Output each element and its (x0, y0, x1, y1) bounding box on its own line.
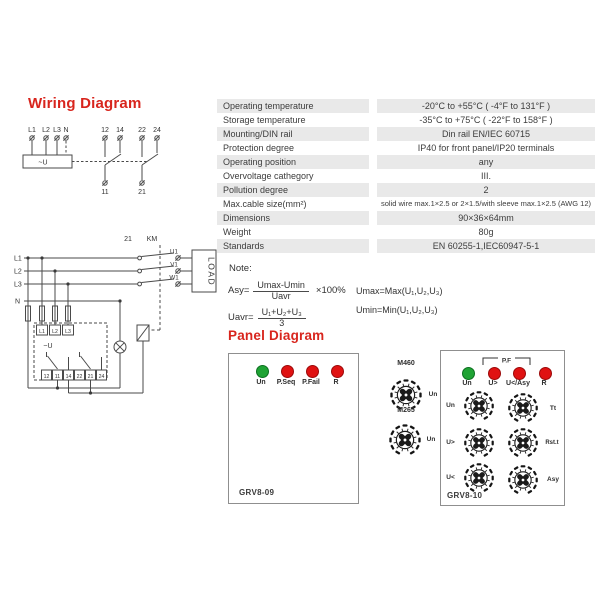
terminal-label: L1 (28, 127, 36, 134)
contact-blade (105, 154, 121, 165)
contactor-label: KM (146, 236, 158, 243)
rotary-dial-overvoltage (462, 426, 496, 460)
led-undervoltage-asy (513, 367, 526, 380)
uavr-numerator: U₁+U₂+U₃ (258, 307, 306, 319)
led-label: P.Seq (276, 379, 296, 386)
asy-numerator: Umax-Umin (253, 280, 309, 292)
spec-label: Mounting/DIN rail (217, 127, 369, 141)
load-terminal-label: V1 (170, 261, 178, 269)
pf-bracket (482, 353, 532, 366)
selector-name: M265 (397, 407, 415, 414)
application-wiring-diagram (12, 226, 224, 416)
load-terminal-label: W1 (169, 274, 179, 282)
relay-contact-blade (81, 356, 91, 369)
terminal-label: 21 (138, 189, 146, 196)
selector-name: M460 (397, 360, 415, 367)
spec-value: EN 60255-1,IEC60947-5-1 (377, 239, 595, 253)
table-row (217, 99, 595, 113)
screw-terminal-icons (175, 255, 180, 286)
asy-label: Asy= (228, 285, 250, 296)
device-input-label: L3 (65, 328, 71, 335)
led-label: U> (488, 380, 498, 387)
rotary-dial-undervoltage (462, 461, 496, 495)
terminal-wiring-diagram (15, 112, 215, 217)
dial-label-tt: Tt (549, 405, 557, 412)
rotary-dial-asy (506, 463, 540, 497)
dial-label-un: Un (446, 402, 455, 409)
table-row (217, 183, 595, 197)
note-heading: Note: (229, 263, 252, 274)
spec-label: Operating temperature (217, 99, 369, 113)
led-r (331, 365, 344, 378)
asy-fraction (253, 280, 309, 301)
spec-value: -35°C to +75°C ( -22°F to 158°F ) (419, 115, 553, 125)
contactor-blade (142, 266, 175, 270)
phase-label: L2 (14, 268, 22, 276)
device-input-label: L2 (52, 328, 58, 335)
terminal-label: 24 (153, 127, 161, 134)
spec-label: Max.cable size(mm²) (223, 199, 307, 209)
device-terminal-label: 22 (76, 373, 83, 380)
spec-value: 2 (377, 183, 595, 197)
led-pseq (281, 365, 294, 378)
umin-equation: Umin=Min(U₁,U₂,U₃) (356, 305, 438, 315)
led-label: R (541, 380, 547, 387)
spec-label: Weight (223, 227, 251, 237)
dial-label-rst-t: Rst.t (545, 440, 559, 446)
voltage-selectors (378, 358, 442, 470)
screw-terminal-icons (29, 135, 159, 185)
phase-label: L3 (14, 281, 22, 289)
model-label: GRV8-10 (447, 491, 483, 500)
table-row (217, 239, 595, 253)
selector-side-label: Un (428, 391, 438, 398)
terminal-label: 12 (101, 127, 109, 134)
led-r (539, 367, 552, 380)
panel-grv8-09 (228, 353, 359, 504)
phase-label: N (15, 298, 21, 306)
selector-side-label: Un (426, 436, 436, 443)
device-terminal-label: 14 (65, 373, 72, 380)
dial-label-asy: Asy (547, 476, 559, 483)
terminal-label: 14 (116, 127, 124, 134)
table-row (217, 113, 595, 127)
terminal-label: L2 (42, 127, 50, 134)
table-row (217, 155, 595, 169)
asy-denominator: Uavr (271, 291, 291, 301)
rotary-dial-m265 (387, 422, 423, 458)
rotary-dial-tt (506, 391, 540, 425)
uavr-fraction (258, 307, 306, 328)
led-label: R (333, 379, 339, 386)
device-terminal-label: 21 (87, 373, 94, 380)
spec-table (217, 99, 595, 253)
led-label: U</Asy (506, 380, 530, 387)
pf-label: P.F (501, 357, 512, 365)
led-un (462, 367, 475, 380)
spec-label: Storage temperature (223, 115, 306, 125)
table-row (217, 141, 595, 155)
spec-label: Operating position (217, 155, 369, 169)
spec-value: any (377, 155, 595, 169)
led-label: P.Fail (302, 379, 320, 386)
spec-value: IP40 for front panel/IP20 terminals (417, 143, 555, 153)
spec-value: 80g (478, 227, 494, 237)
dial-label-overvoltage: U> (446, 439, 455, 446)
led-overvoltage (488, 367, 501, 380)
terminal-label: 11 (101, 189, 109, 196)
uavr-denominator: 3 (279, 318, 285, 328)
umax-equation: Umax=Max(U₁,U₂,U₃) (356, 286, 443, 296)
table-row (217, 127, 595, 141)
device-input-label: L1 (39, 328, 45, 335)
spec-label: Pollution degree (217, 183, 369, 197)
device-terminal-label: 11 (54, 373, 61, 380)
wiring-diagram-title: Wiring Diagram (28, 95, 142, 112)
spec-label: Protection degree (223, 143, 295, 153)
load-label: LOAD (206, 257, 217, 287)
terminal-label: L3 (53, 127, 61, 134)
device-terminal-label: 24 (98, 373, 105, 380)
table-row (217, 197, 595, 211)
terminal-label: N (63, 127, 69, 134)
spec-label: Overvoltage cathegory (223, 171, 314, 181)
led-un (256, 365, 269, 378)
led-label: Un (462, 380, 472, 387)
device-supply-label: ~U (43, 343, 53, 350)
uavr-label: Uavr= (228, 312, 254, 323)
spec-value: Din rail EN/IEC 60715 (377, 127, 595, 141)
spec-label: Dimensions (217, 211, 369, 225)
spec-label: Standards (217, 239, 369, 253)
load-terminal-label: U1 (170, 248, 178, 256)
rotary-dial-rst-t (506, 426, 540, 460)
spec-value: III. (480, 171, 491, 181)
terminal-label: 22 (138, 127, 146, 134)
table-row (217, 169, 595, 183)
dial-label-undervoltage: U< (446, 474, 455, 481)
spec-value: solid wire max.1×2.5 or 2×1.5/with sleeve max.1×2.5 (AWG 12) (380, 199, 592, 208)
relay-contact-blade (48, 356, 58, 369)
panel-grv8-10 (440, 350, 565, 506)
rotary-dial-un (462, 389, 496, 423)
asy-suffix: ×100% (315, 285, 346, 296)
uavr-formula (228, 307, 310, 328)
spec-value: -20°C to +55°C ( -4°F to 131°F ) (377, 99, 595, 113)
supply-box-label: ~U (38, 159, 48, 167)
led-label: Un (256, 379, 266, 386)
device-terminal-label: 12 (43, 373, 50, 380)
contact-blade (142, 154, 158, 165)
contact-number-label: 21 (124, 236, 132, 243)
spec-value: 90×36×64mm (377, 211, 595, 225)
led-pfail (306, 365, 319, 378)
table-row (217, 225, 595, 239)
phase-label: L1 (14, 255, 22, 263)
model-label: GRV8-09 (239, 488, 275, 497)
panel-diagram-title: Panel Diagram (228, 328, 325, 343)
asy-formula (228, 280, 346, 301)
table-row (217, 211, 595, 225)
